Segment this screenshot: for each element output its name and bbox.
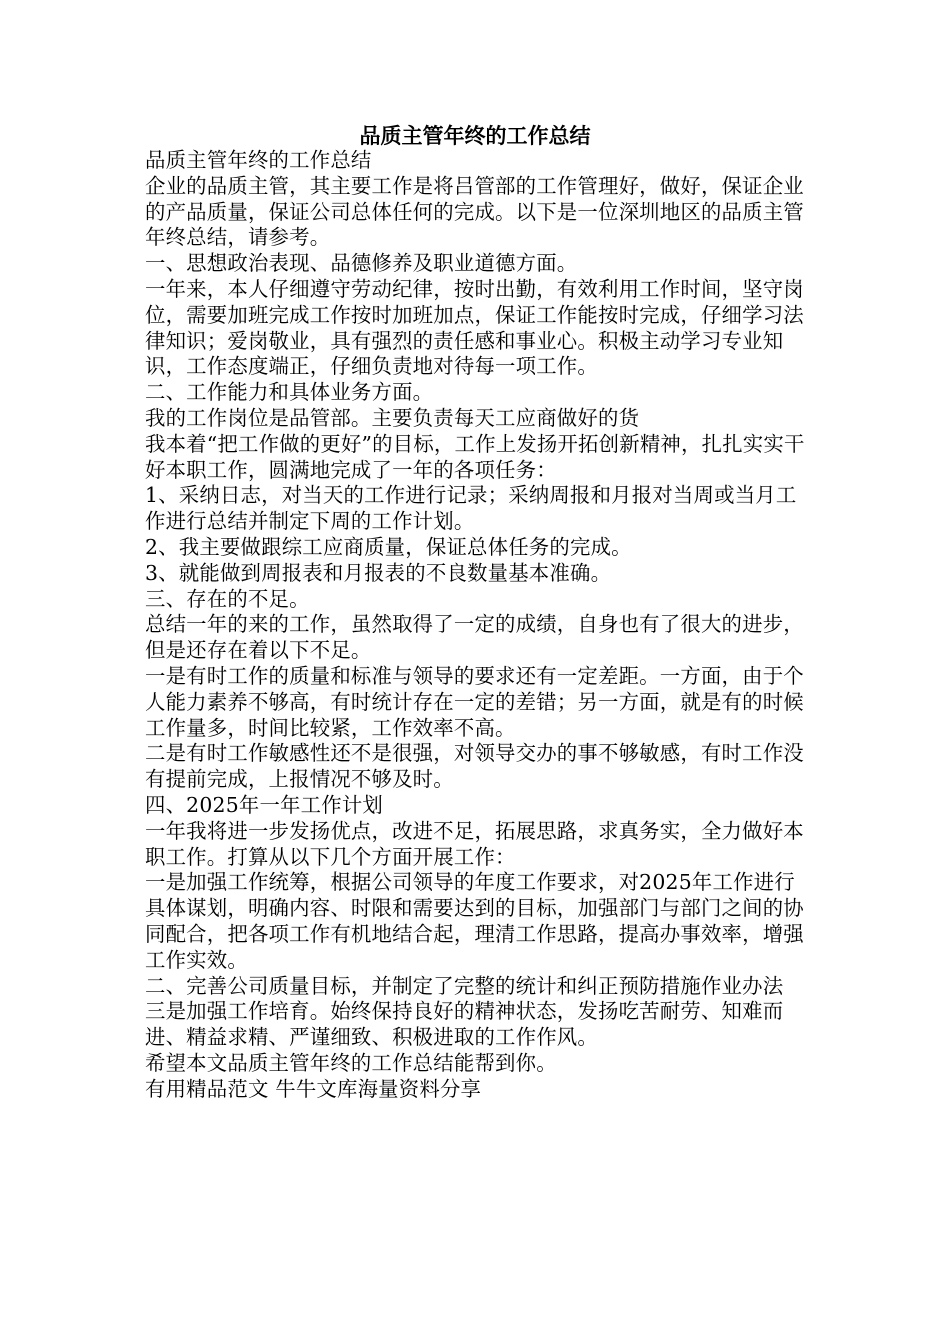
list-item: 1、采纳日志，对当天的工作进行记录；采纳周报和月报对当周或当月工作进行总结并制定下周的工作计划。 [145, 483, 797, 534]
paragraph: 我的工作岗位是品管部。主要负责每天工应商做好的货 [145, 405, 640, 430]
paragraph: 一年我将进一步发扬优点，改进不足，拓展思路，求真务实，全力做好本职工作。打算从以下几个方面开展工作： [145, 818, 804, 869]
paragraph: 二是有时工作敏感性还不是很强，对领导交办的事不够敏感，有时工作没有提前完成，上报情况不够及时。 [145, 741, 804, 792]
section-heading-4: 四、2025年一年工作计划 [145, 792, 384, 817]
paragraph-subtitle: 品质主管年终的工作总结 [145, 148, 372, 172]
paragraph: 一年来，本人仔细遵守劳动纪律，按时出勤，有效利用工作时间，坚守岗位，需要加班完成工作按时加班加点，保证工作能按时完成，仔细学习法律知识；爱岗敬业，具有强烈的责任感和事业心。积极主动学习专业知识，工作态度端正，仔细负责地对待每一项工作。 [145, 276, 804, 379]
paragraph: 总结一年的来的工作，虽然取得了一定的成绩，自身也有了很大的进步，但是还存在着以下不足。 [145, 612, 804, 663]
paragraph-closing: 希望本文品质主管年终的工作总结能帮到你。 [145, 1050, 557, 1075]
list-item: 3、就能做到周报表和月报表的不良数量基本准确。 [145, 560, 612, 585]
section-heading-2: 二、工作能力和具体业务方面。 [145, 380, 434, 405]
paragraph: 我本着“把工作做的更好”的目标，工作上发扬开拓创新精神，扎扎实实干好本职工作，圆满地完成了一年的各项任务： [145, 431, 805, 482]
paragraph-intro: 企业的品质主管，其主要工作是将吕管部的工作管理好，做好，保证企业的产品质量，保证公司总体任何的完成。以下是一位深圳地区的品质主管年终总结，请参考。 [145, 173, 804, 250]
paragraph: 一是有时工作的质量和标准与领导的要求还有一定差距。一方面，由于个人能力素养不够高，有时统计存在一定的差错；另一方面，就是有的时候工作量多，时间比较紧，工作效率不高。 [145, 663, 804, 740]
list-item: 2、我主要做跟综工应商质量，保证总体任务的完成。 [145, 534, 632, 559]
document-title: 品质主管年终的工作总结 [359, 124, 591, 148]
section-heading-1: 一、思想政治表现、品德修养及职业道德方面。 [145, 251, 578, 276]
footer-note: 有用精品范文 牛牛文库海量资料分享 [145, 1076, 482, 1101]
paragraph: 三是加强工作培育。始终保持良好的精神状态，发扬吃苦耐劳、知难而进、精益求精、严谨细致、积极进取的工作作风。 [145, 999, 784, 1050]
document-body [145, 148, 810, 1102]
paragraph: 二、完善公司质量目标，并制定了完整的统计和纠正预防措施作业办法 [145, 973, 784, 998]
section-heading-3: 三、存在的不足。 [145, 586, 310, 611]
paragraph: 一是加强工作统筹，根据公司领导的年度工作要求，对2025年工作进行具体谋划，明确内容、时限和需要达到的目标，加强部门与部门之间的协同配合，把各项工作有机地结合起，理清工作思路，提高办事效率，增强工作实效。 [145, 870, 804, 972]
